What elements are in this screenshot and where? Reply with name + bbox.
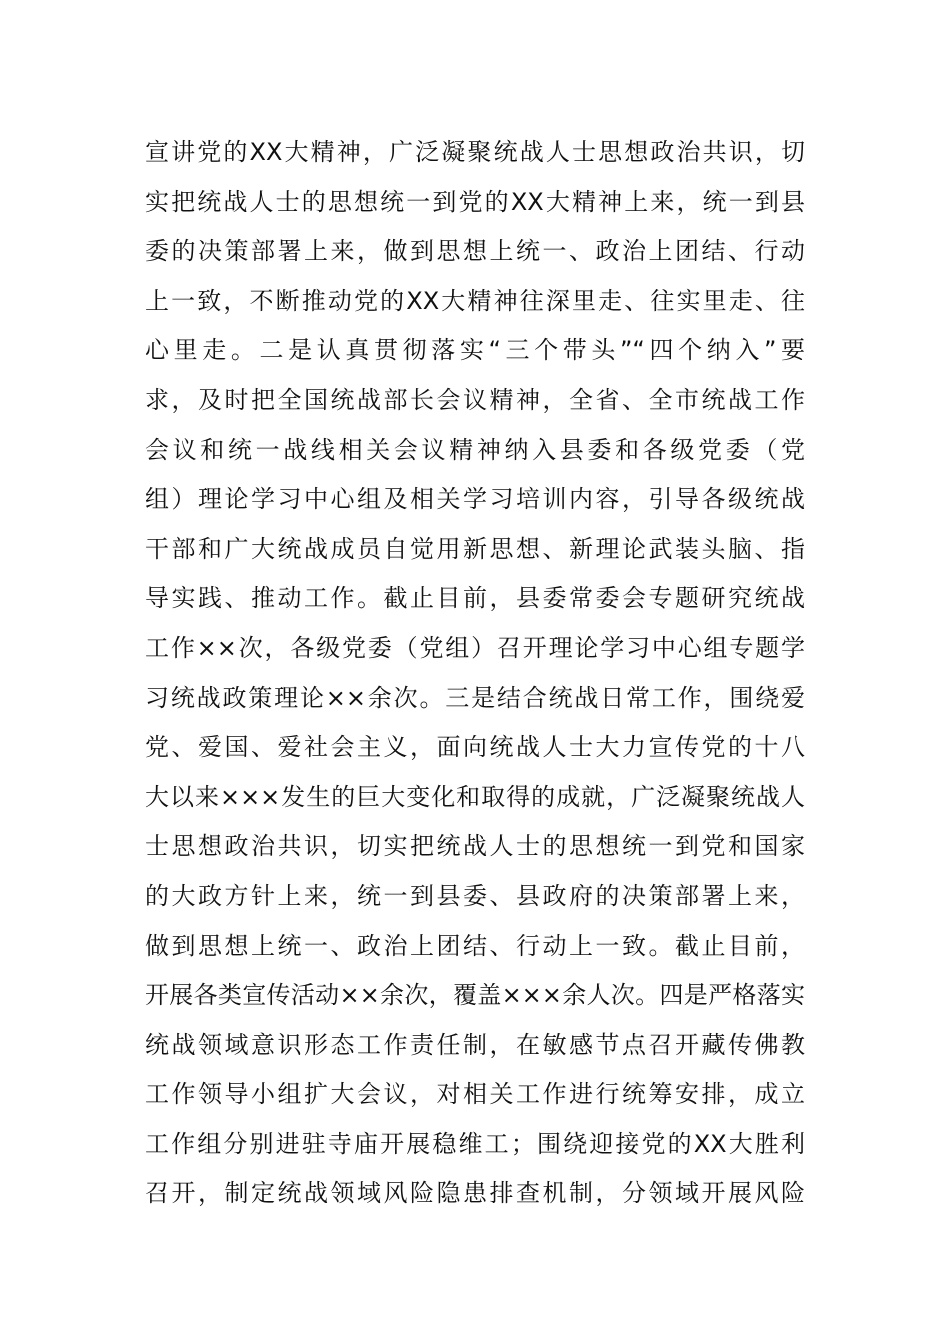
text-line-9: 干部和广大统战成员自觉用新思想、新理论武装头脑、指: [145, 534, 805, 563]
text-line-6: 求，及时把全国统战部长会议精神，全省、全市统战工作: [145, 385, 805, 414]
text-line-21: 工作组分别进驻寺庙开展稳维工；围绕迎接党的XX大胜利: [145, 1129, 805, 1158]
text-line-19: 统战领域意识形态工作责任制，在敏感节点召开藏传佛教: [145, 1030, 805, 1059]
text-line-4: 上一致，不断推动党的XX大精神往深里走、往实里走、往: [145, 286, 805, 315]
text-line-8: 组）理论学习中心组及相关学习培训内容，引导各级统战: [145, 485, 805, 514]
text-line-18: 开展各类宣传活动××余次，覆盖×××余人次。四是严格落实: [145, 981, 805, 1010]
text-line-22: 召开，制定统战领域风险隐患排查机制，分领域开展风险: [145, 1179, 805, 1208]
text-line-7: 会议和统一战线相关会议精神纳入县委和各级党委（党: [145, 435, 805, 464]
text-line-3: 委的决策部署上来，做到思想上统一、政治上团结、行动: [145, 237, 805, 266]
text-line-16: 的大政方针上来，统一到县委、县政府的决策部署上来，: [145, 881, 805, 910]
text-line-12: 习统战政策理论××余次。三是结合统战日常工作，围绕爱: [145, 683, 805, 712]
text-line-17: 做到思想上统一、政治上团结、行动上一致。截止目前，: [145, 931, 805, 960]
text-line-20: 工作领导小组扩大会议，对相关工作进行统筹安排，成立: [145, 1080, 805, 1109]
text-line-5: 心里走。二是认真贯彻落实“三个带头”“四个纳入”要: [145, 336, 805, 365]
body-paragraph: [145, 128, 805, 1219]
text-line-14: 大以来×××发生的巨大变化和取得的成就，广泛凝聚统战人: [145, 782, 805, 811]
text-line-11: 工作××次，各级党委（党组）召开理论学习中心组专题学: [145, 633, 805, 662]
text-line-15: 士思想政治共识，切实把统战人士的思想统一到党和国家: [145, 832, 805, 861]
text-line-2: 实把统战人士的思想统一到党的XX大精神上来，统一到县: [145, 187, 805, 216]
text-line-10: 导实践、推动工作。截止目前，县委常委会专题研究统战: [145, 584, 805, 613]
text-line-1: 宣讲党的XX大精神，广泛凝聚统战人士思想政治共识，切: [145, 138, 805, 166]
text-line-13: 党、爱国、爱社会主义，面向统战人士大力宣传党的十八: [145, 733, 805, 762]
